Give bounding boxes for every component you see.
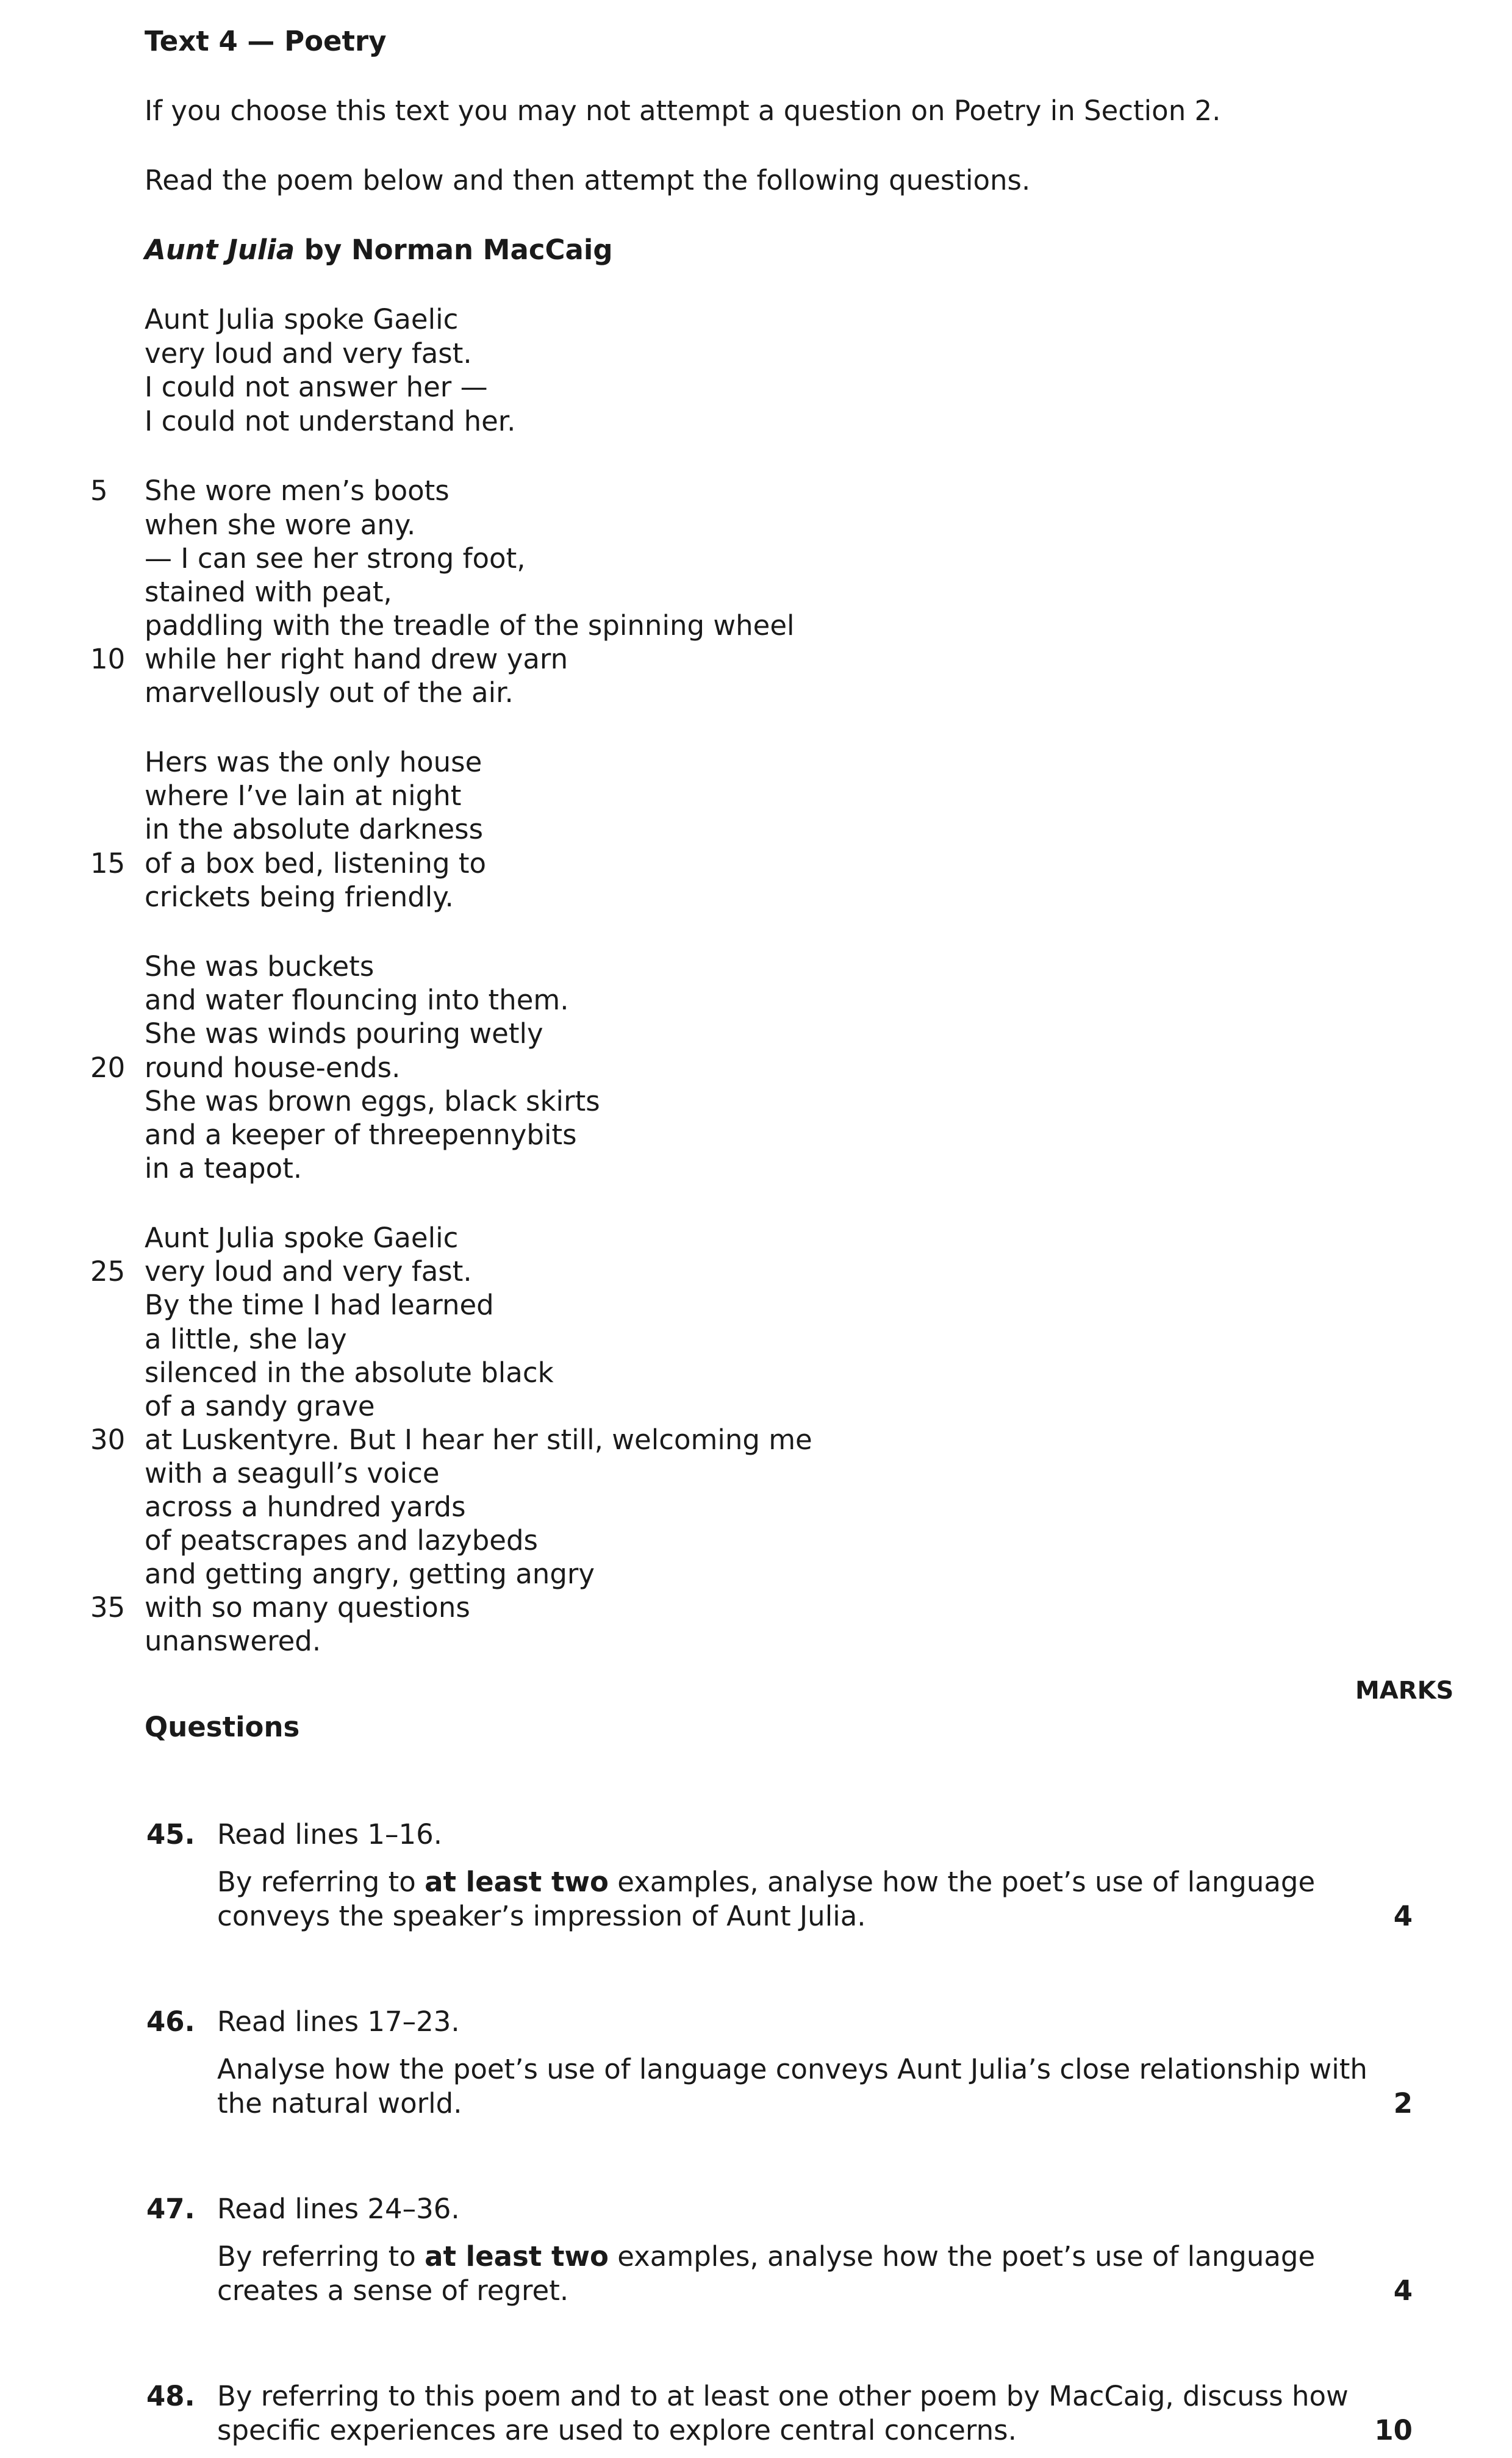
poem-line: of peatscrapes and lazybeds	[145, 1524, 538, 1557]
poem-line: Aunt Julia spoke Gaelic	[145, 1222, 459, 1254]
poem-line: where I’ve lain at night	[145, 779, 462, 812]
poem-line: I could not answer her —	[145, 371, 488, 403]
question-read-lines: Read lines 1–16.	[217, 1818, 443, 1851]
poem-line: round house-ends.	[145, 1052, 401, 1084]
question-marks: 4	[1393, 1900, 1413, 1932]
poem-line: She was buckets	[145, 950, 374, 983]
poem-line: paddling with the treadle of the spinning wheel	[145, 609, 795, 642]
poem-line: at Luskentyre. But I hear her still, welcoming me	[145, 1424, 812, 1456]
question-marks: 10	[1374, 2414, 1413, 2446]
instruction-read-poem: Read the poem below and then attempt the following questions.	[145, 164, 1031, 196]
poem-line: in a teapot.	[145, 1152, 303, 1184]
poem-line: very loud and very fast.	[145, 1255, 472, 1288]
poem-line: when she wore any.	[145, 509, 416, 541]
question-number: 46.	[146, 2005, 195, 2038]
question-number: 45.	[146, 1818, 195, 1851]
line-number: 15	[90, 847, 126, 880]
poem-author: by Norman MacCaig	[295, 234, 613, 266]
poem-line: and water flouncing into them.	[145, 984, 569, 1016]
poem-line: and a keeper of threepennybits	[145, 1119, 577, 1151]
question-text: By referring to at least two examples, analyse how the poet’s use of language creates a sense of regret.	[217, 2240, 1316, 2307]
poem-line: across a hundred yards	[145, 1491, 466, 1523]
poem-line: and getting angry, getting angry	[145, 1558, 595, 1590]
poem-title-line	[145, 233, 613, 267]
poem-line: By the time I had learned	[145, 1289, 494, 1321]
line-number: 10	[90, 643, 126, 675]
poem-line: of a box bed, listening to	[145, 847, 486, 880]
poem-line: Hers was the only house	[145, 746, 482, 778]
poem-line: She wore men’s boots	[145, 475, 450, 507]
question-number: 48.	[146, 2380, 195, 2412]
instruction-choose-text: If you choose this text you may not attempt a question on Poetry in Section 2.	[145, 95, 1221, 127]
poem-line: while her right hand drew yarn	[145, 643, 568, 675]
question-marks: 2	[1393, 2087, 1413, 2119]
question-text: Analyse how the poet’s use of language conveys Aunt Julia’s close relationship with the natural world.	[217, 2053, 1367, 2119]
question-marks: 4	[1393, 2274, 1413, 2307]
line-number: 20	[90, 1052, 126, 1084]
poem-title: Aunt Julia	[145, 234, 295, 266]
poem-line: silenced in the absolute black	[145, 1356, 554, 1389]
questions-heading: Questions	[145, 1711, 300, 1743]
line-number: 5	[90, 475, 108, 507]
poem-line: stained with peat,	[145, 576, 392, 608]
question-read-lines: Read lines 17–23.	[217, 2005, 460, 2038]
poem-line: She was brown eggs, black skirts	[145, 1085, 600, 1117]
poem-line: with a seagull’s voice	[145, 1457, 440, 1489]
question-text: By referring to at least two examples, analyse how the poet’s use of language conveys the speaker’s impression of Aunt Julia.	[217, 1866, 1316, 1932]
line-number: 35	[90, 1591, 126, 1624]
poem-line: a little, she lay	[145, 1323, 347, 1355]
marks-heading: MARKS	[1355, 1677, 1454, 1705]
poem-line: marvellously out of the air.	[145, 676, 514, 709]
poem-line: crickets being friendly.	[145, 881, 454, 913]
question-read-lines: Read lines 24–36.	[217, 2193, 460, 2225]
poem-line: I could not understand her.	[145, 405, 516, 437]
question-text: By referring to this poem and to at least one other poem by MacCaig, discuss how specific experiences are used to explore central concerns.	[217, 2380, 1349, 2446]
poem-line: very loud and very fast.	[145, 337, 472, 370]
poem-line: in the absolute darkness	[145, 813, 484, 845]
poem-line: unanswered.	[145, 1625, 321, 1657]
poem-line: — I can see her strong foot,	[145, 542, 526, 575]
poem-line: of a sandy grave	[145, 1390, 375, 1422]
line-number: 25	[90, 1255, 126, 1288]
poem-line: Aunt Julia spoke Gaelic	[145, 303, 459, 335]
question-number: 47.	[146, 2193, 195, 2225]
line-number: 30	[90, 1424, 126, 1456]
poem-line: with so many questions	[145, 1591, 470, 1624]
section-title: Text 4 — Poetry	[145, 25, 387, 57]
poem-line: She was winds pouring wetly	[145, 1017, 543, 1050]
